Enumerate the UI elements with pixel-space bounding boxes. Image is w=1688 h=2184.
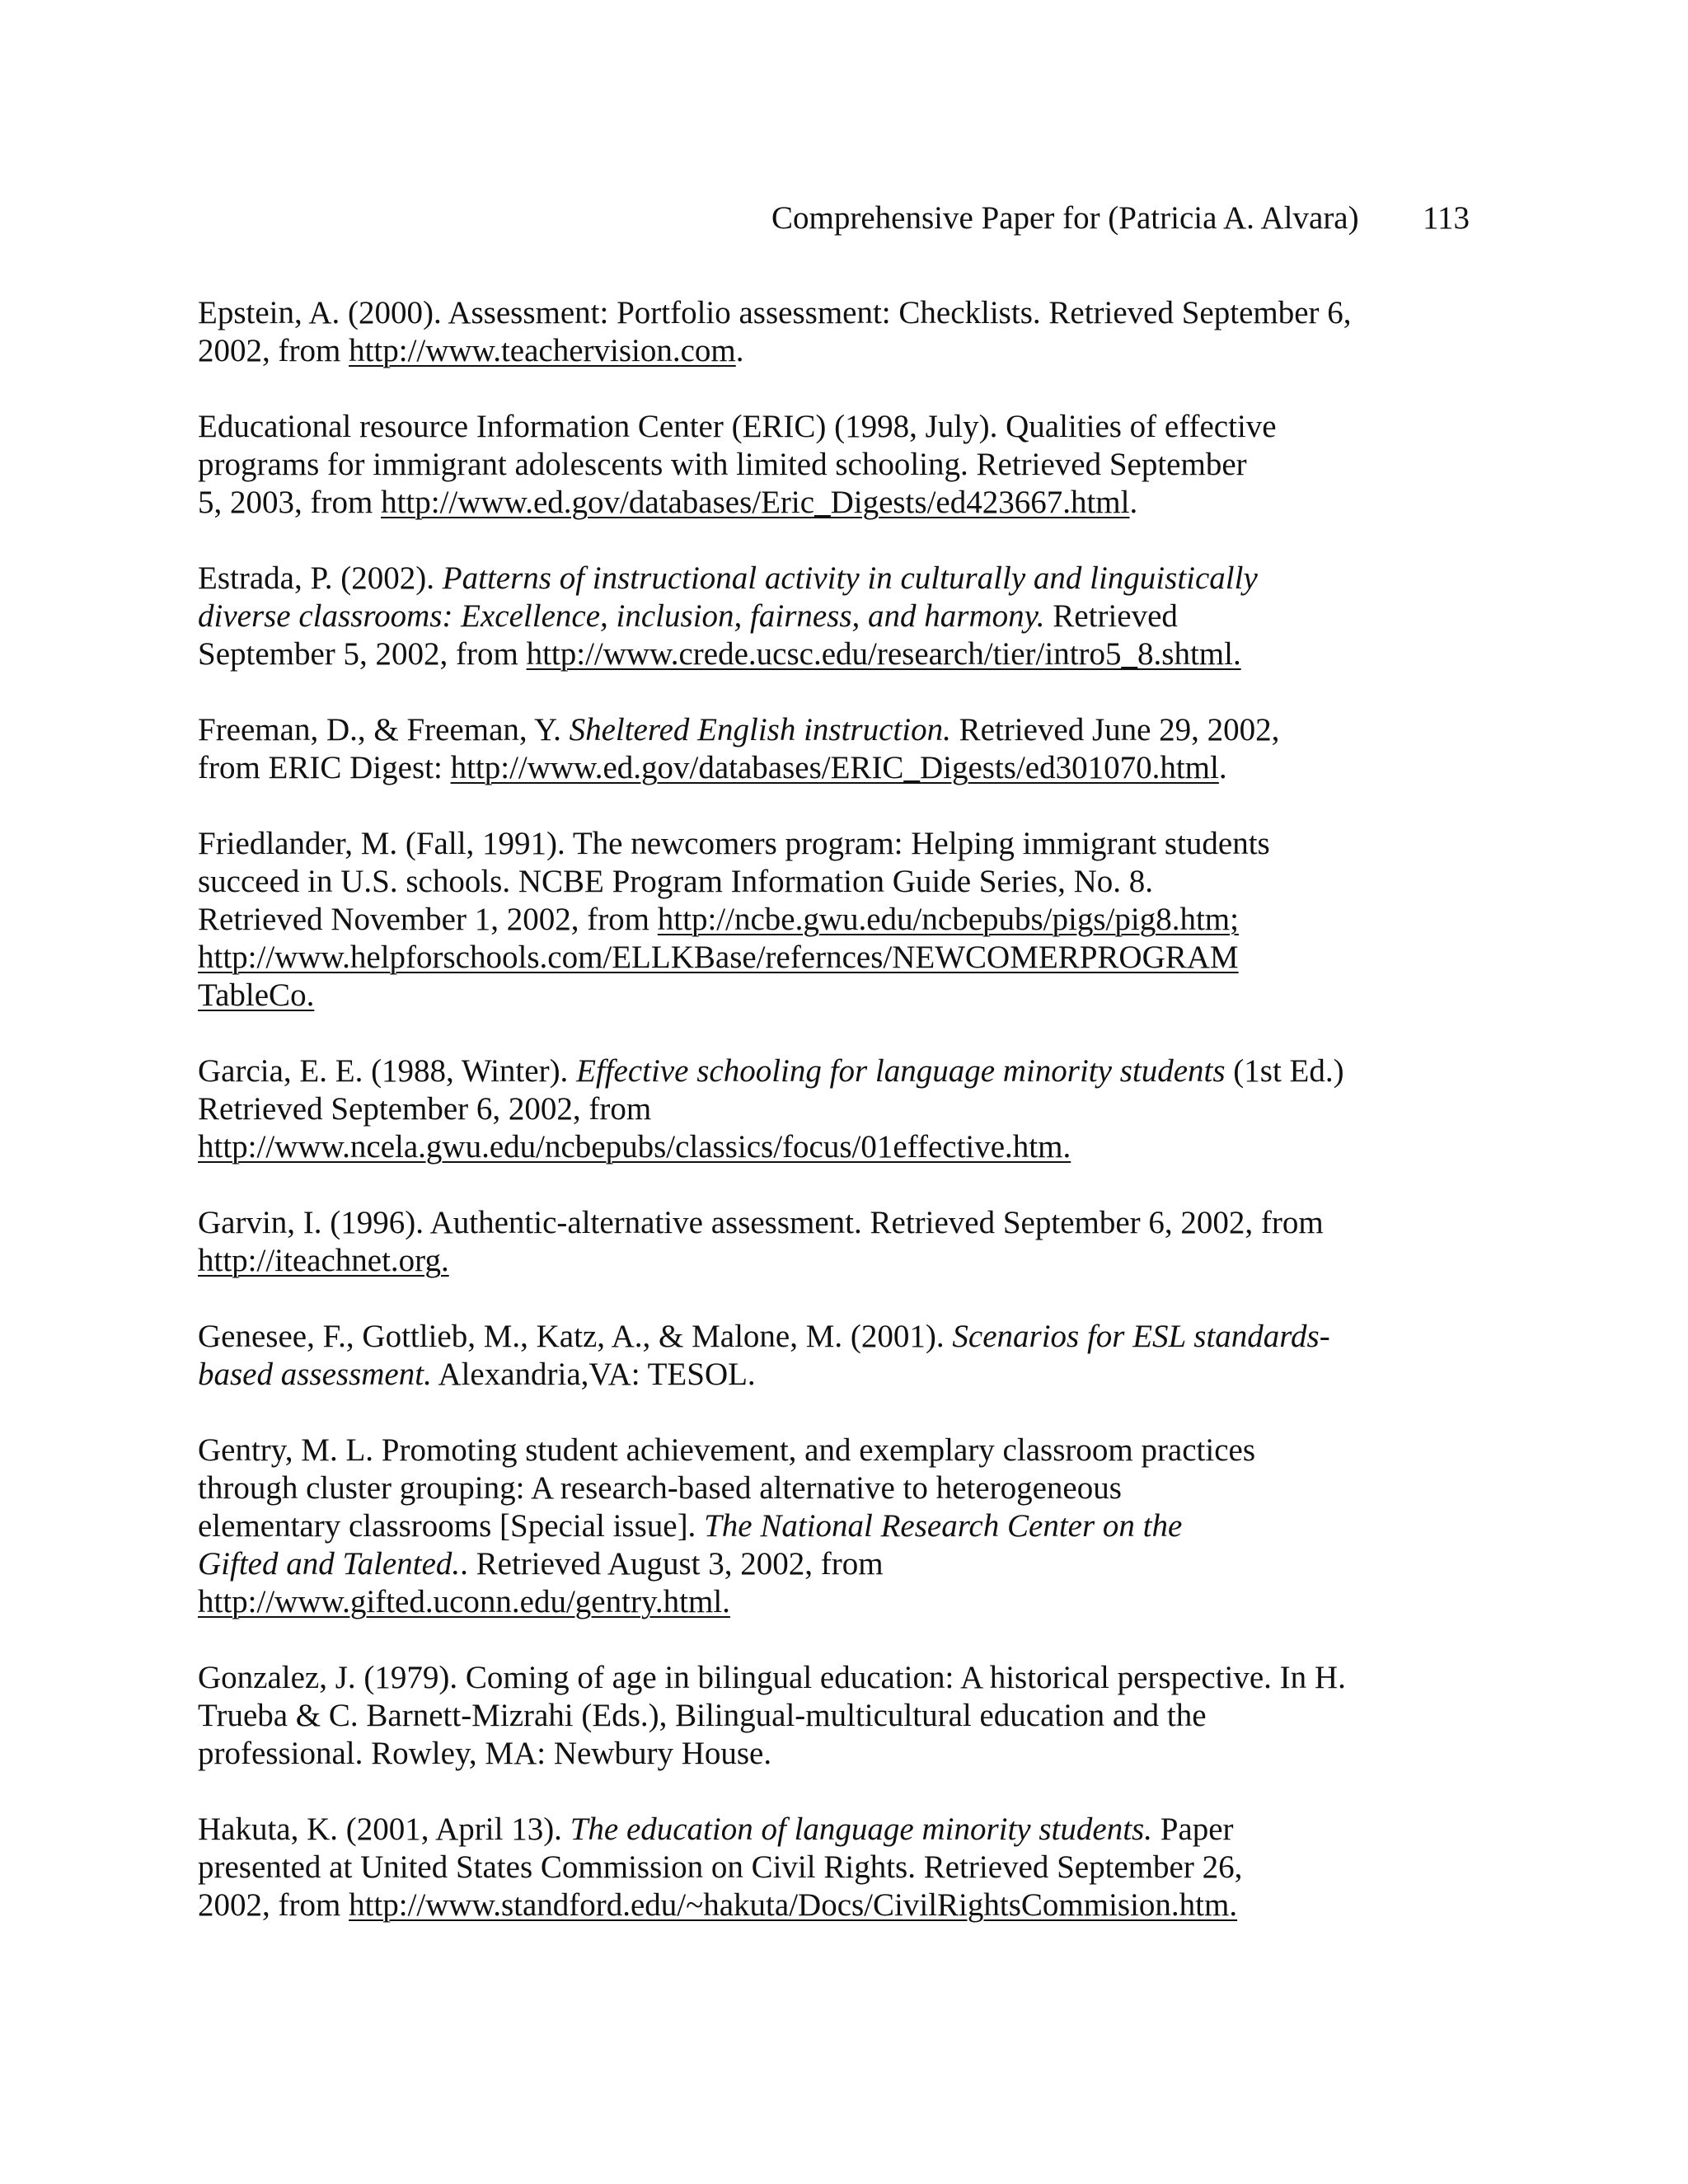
reference-list: [198, 294, 1401, 1962]
ref-title: The education of language minority students.: [570, 1811, 1152, 1847]
ref-line: Epstein, A. (2000). Assessment: Portfolio assessment: Checklists. Retrieved September 6,: [198, 295, 1352, 330]
ref-line: [198, 1052, 1401, 1090]
ref-line: [198, 749, 1401, 787]
ref-text: Garcia, E. E. (1988, Winter).: [198, 1053, 577, 1089]
reference-eric: [198, 408, 1401, 522]
reference-friedlander: [198, 825, 1401, 1015]
reference-gentry: [198, 1432, 1401, 1621]
ref-line: [198, 939, 1401, 977]
ref-line: [198, 1545, 1401, 1583]
ref-text: . Retrieved August 3, 2002, from: [460, 1546, 884, 1582]
reference-link[interactable]: http://www.ncela.gwu.edu/ncbepubs/classics/focus/01effective.htm.: [198, 1129, 1071, 1165]
ref-line: [198, 1242, 1401, 1280]
ref-line: [198, 635, 1401, 673]
reference-epstein: [198, 294, 1401, 370]
ref-line: [198, 560, 1401, 598]
ref-title: Gifted and Talented.: [198, 1546, 461, 1582]
reference-link[interactable]: http://www.teachervision.com: [349, 333, 736, 368]
ref-text: Paper: [1151, 1811, 1234, 1847]
ref-line: [198, 1318, 1401, 1356]
reference-link[interactable]: http://www.gifted.uconn.edu/gentry.html.: [198, 1584, 730, 1619]
ref-text: Freeman, D., & Freeman, Y.: [198, 712, 570, 748]
ref-line: Retrieved September 6, 2002, from: [198, 1091, 652, 1127]
reference-link[interactable]: http://www.ed.gov/databases/ERIC_Digests/ed301070.html: [450, 750, 1219, 785]
reference-link[interactable]: http://www.ed.gov/databases/Eric_Digests/ed423667.html: [381, 485, 1130, 520]
ref-text: (1st Ed.): [1225, 1053, 1344, 1089]
ref-text: Retrieved November 1, 2002, from: [198, 902, 658, 937]
ref-line: Garvin, I. (1996). Authentic-alternative assessment. Retrieved September 6, 2002, from: [198, 1205, 1324, 1240]
reference-estrada: [198, 560, 1401, 673]
ref-line: through cluster grouping: A research-based alternative to heterogeneous: [198, 1470, 1122, 1506]
ref-text: Alexandria,VA: TESOL.: [431, 1357, 756, 1392]
ref-line: [198, 484, 1401, 522]
reference-garcia: [198, 1052, 1401, 1166]
reference-hakuta: [198, 1811, 1401, 1924]
ref-title: Sheltered English instruction.: [569, 712, 951, 748]
ref-title: based assessment.: [198, 1357, 432, 1392]
ref-line: professional. Rowley, MA: Newbury House.: [198, 1736, 772, 1771]
ref-line: Friedlander, M. (Fall, 1991). The newcomers program: Helping immigrant students: [198, 826, 1270, 861]
ref-text: Hakuta, K. (2001, April 13).: [198, 1811, 570, 1847]
reference-link[interactable]: http://www.helpforschools.com/ELLKBase/refernces/NEWCOMERPROGRAM: [198, 940, 1239, 975]
ref-line: [198, 1356, 1401, 1394]
ref-text: September 5, 2002, from: [198, 636, 527, 672]
header-title: Comprehensive Paper for (Patricia A. Alvara): [771, 200, 1359, 236]
ref-title: diverse classrooms: Excellence, inclusion, fairness, and harmony.: [198, 598, 1045, 634]
ref-title: The National Research Center on the: [704, 1508, 1183, 1544]
ref-line: [198, 1128, 1401, 1166]
ref-text: .: [1218, 750, 1227, 785]
ref-line: [198, 332, 1401, 370]
ref-line: [198, 1583, 1401, 1621]
ref-line: programs for immigrant adolescents with limited schooling. Retrieved September: [198, 447, 1247, 482]
reference-link[interactable]: http://www.crede.ucsc.edu/research/tier/intro5_8.shtml.: [526, 636, 1241, 672]
reference-link[interactable]: http://www.standford.edu/~hakuta/Docs/CivilRightsCommision.htm.: [349, 1887, 1238, 1923]
ref-text: .: [735, 333, 744, 368]
ref-text: Retrieved June 29, 2002,: [950, 712, 1280, 748]
reference-link[interactable]: http://iteachnet.org.: [198, 1243, 449, 1278]
ref-text: 2002, from: [198, 1887, 349, 1923]
ref-line: [198, 1811, 1401, 1849]
reference-freeman: [198, 711, 1401, 787]
ref-line: [198, 1886, 1401, 1924]
ref-title: Scenarios for ESL standards-: [952, 1319, 1330, 1354]
ref-line: presented at United States Commission on Civil Rights. Retrieved September 26,: [198, 1849, 1243, 1885]
ref-line: [198, 711, 1401, 749]
ref-text: 5, 2003, from: [198, 485, 382, 520]
ref-text: from ERIC Digest:: [198, 750, 451, 785]
ref-text: 2002, from: [198, 333, 349, 368]
ref-line: Trueba & C. Barnett-Mizrahi (Eds.), Bilingual-multicultural education and the: [198, 1698, 1207, 1733]
reference-garvin: [198, 1204, 1401, 1280]
reference-link[interactable]: TableCo.: [198, 977, 315, 1013]
ref-text: .: [1129, 485, 1138, 520]
ref-line: succeed in U.S. schools. NCBE Program Information Guide Series, No. 8.: [198, 864, 1153, 899]
reference-link[interactable]: http://ncbe.gwu.edu/ncbepubs/pigs/pig8.htm;: [657, 902, 1239, 937]
ref-title: Patterns of instructional activity in culturally and linguistically: [442, 560, 1258, 596]
running-header: [0, 198, 1688, 247]
ref-text: Genesee, F., Gottlieb, M., Katz, A., & Malone, M. (2001).: [198, 1319, 953, 1354]
ref-line: [198, 1507, 1401, 1545]
ref-line: Educational resource Information Center (ERIC) (1998, July). Qualities of effective: [198, 409, 1277, 444]
reference-genesee: [198, 1318, 1401, 1394]
ref-line: [198, 598, 1401, 635]
ref-line: [198, 977, 1401, 1015]
ref-line: Gonzalez, J. (1979). Coming of age in bilingual education: A historical perspective. In H.: [198, 1660, 1346, 1695]
ref-title: Effective schooling for language minority students: [576, 1053, 1226, 1089]
ref-text: Retrieved: [1044, 598, 1178, 634]
ref-text: elementary classrooms [Special issue].: [198, 1508, 705, 1544]
ref-line: [198, 901, 1401, 939]
ref-text: Estrada, P. (2002).: [198, 560, 443, 596]
ref-line: Gentry, M. L. Promoting student achievement, and exemplary classroom practices: [198, 1432, 1256, 1468]
page-number: 113: [1423, 200, 1470, 236]
reference-gonzalez: [198, 1659, 1401, 1773]
